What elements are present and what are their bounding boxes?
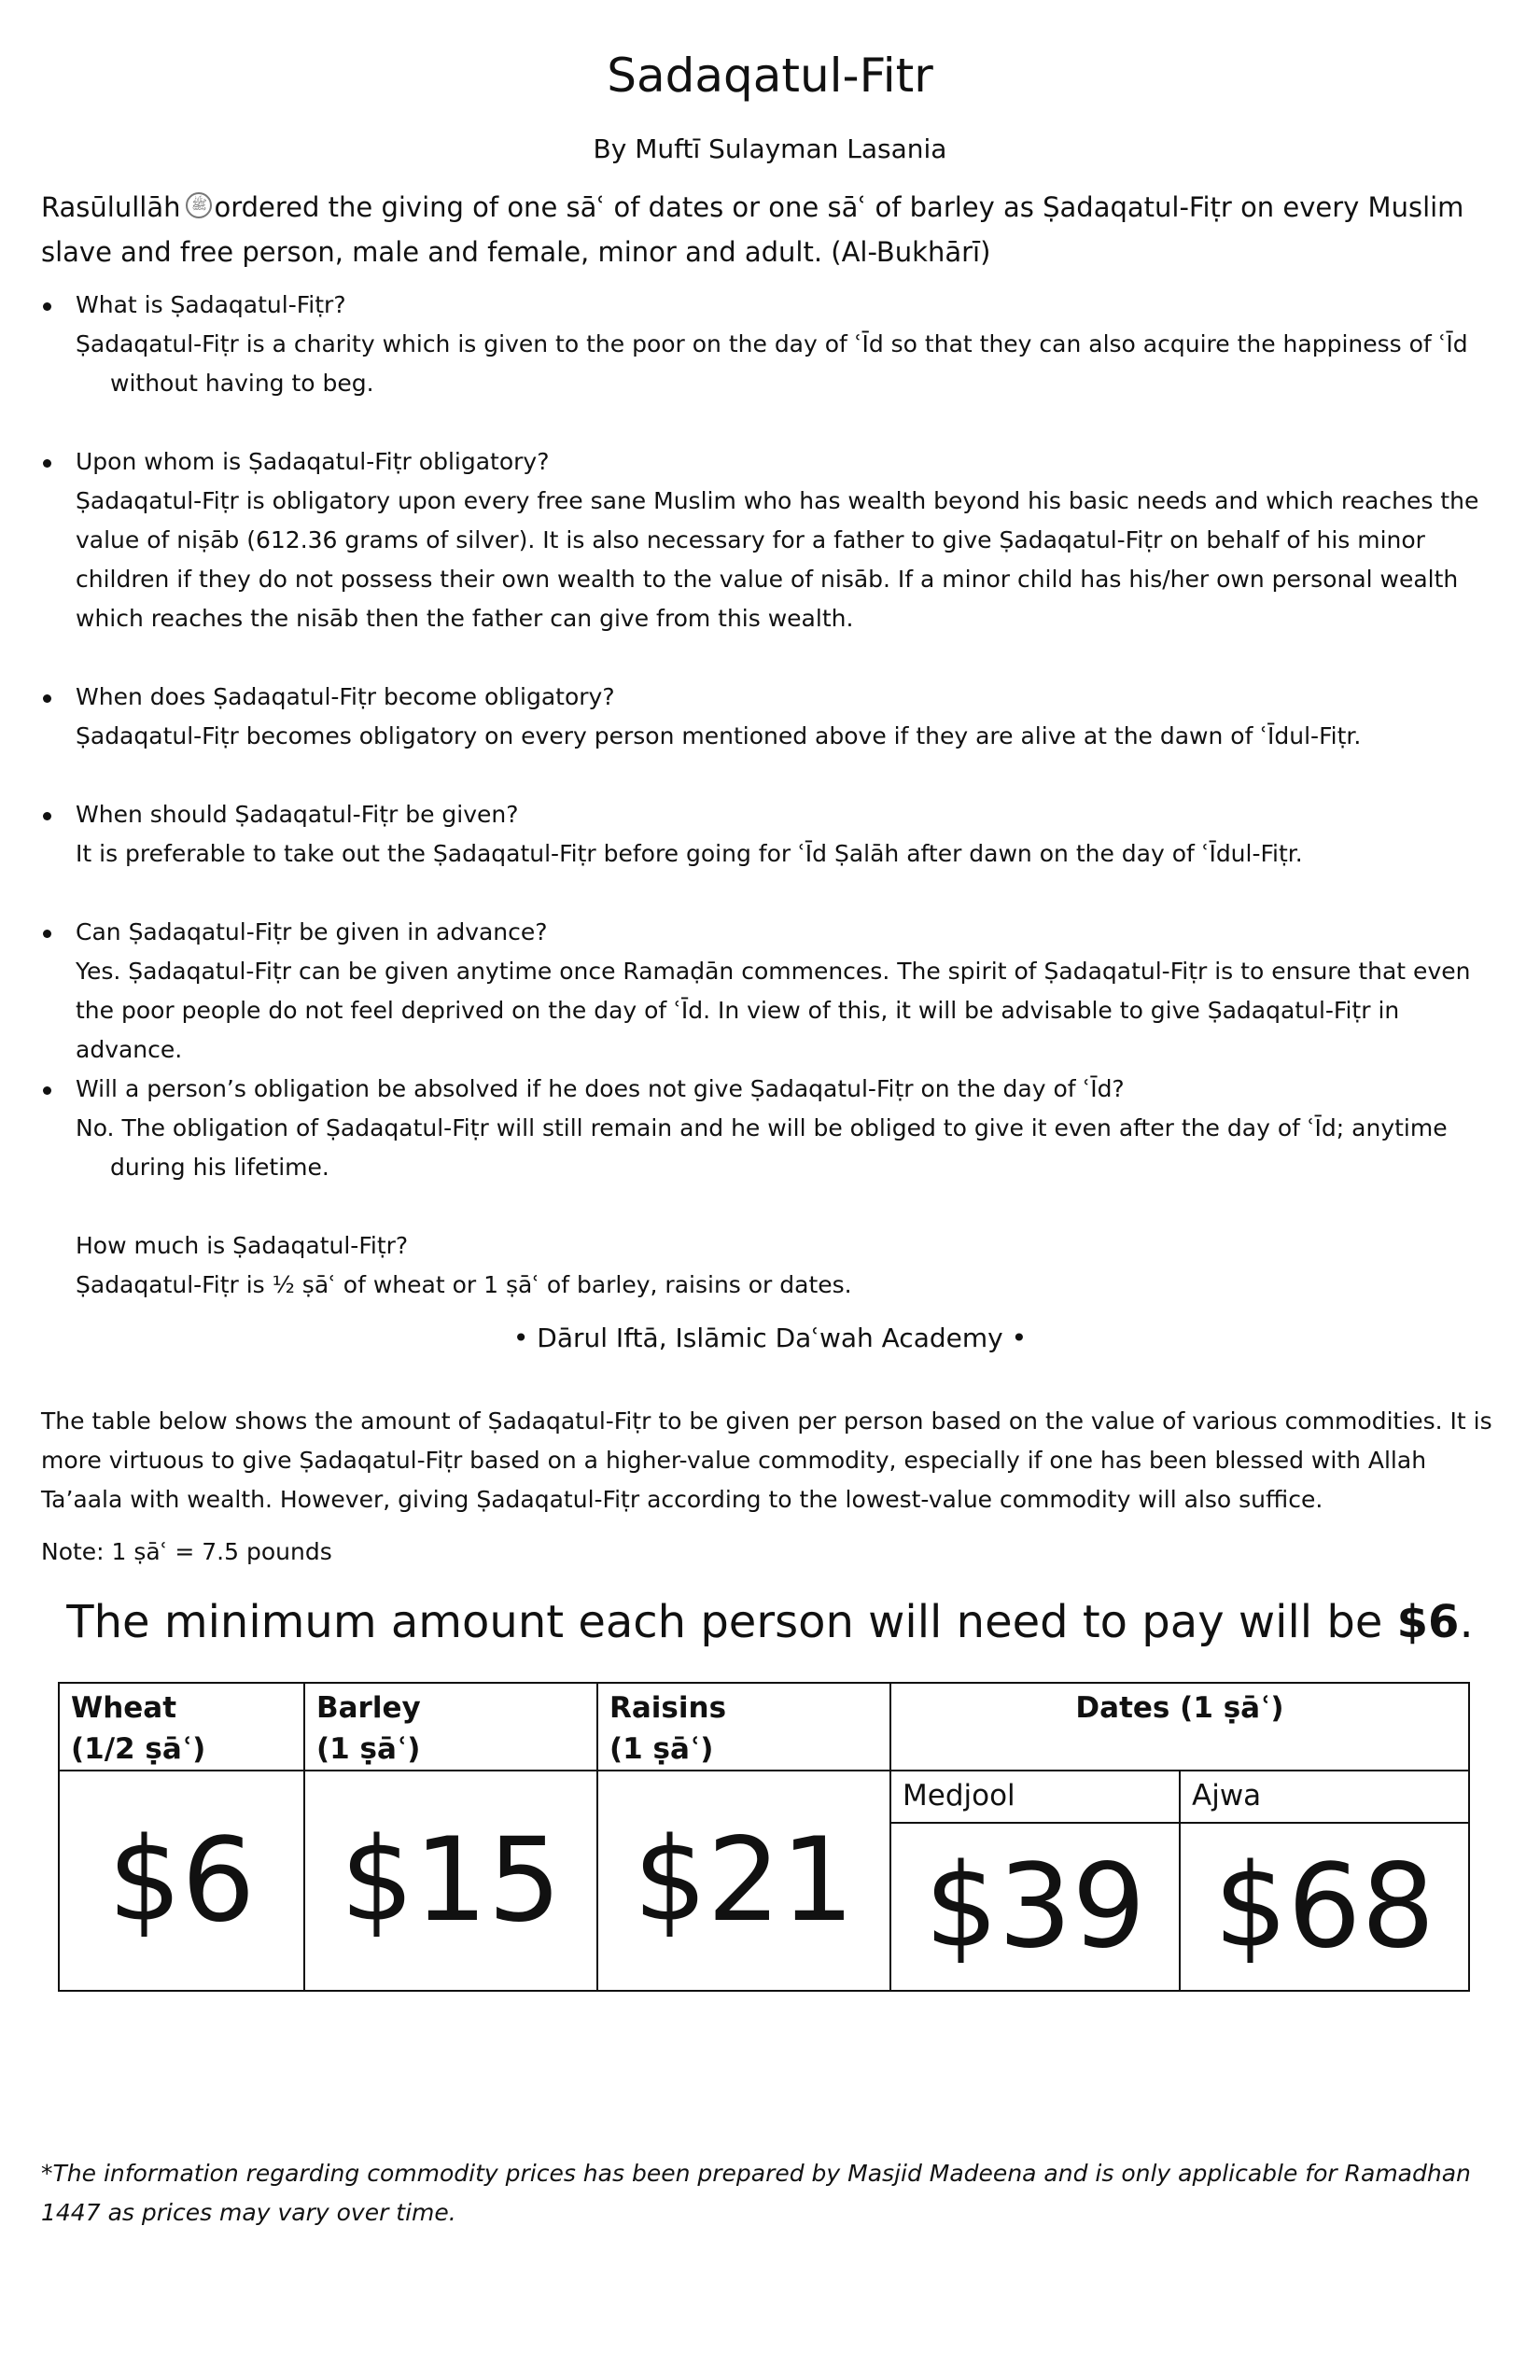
qa-item <box>41 678 1506 756</box>
qa-answer: Ṣadaqatul-Fiṭr is a charity which is given to the poor on the day of ʿĪd so that they can also acquire the happiness of ʿĪd without having to beg. <box>76 330 1468 397</box>
qa-answer: Ṣadaqatul-Fiṭr is ½ ṣāʿ of wheat or 1 ṣāʿ of barley, raisins or dates. <box>76 1271 852 1298</box>
table-intro-paragraph: The table below shows the amount of Ṣadaqatul-Fiṭr to be given per person based on the value of various commodities. It is more virtuous to give Ṣadaqatul-Fiṭr based on a higher-value commodity, especially if one has been blessed with Allah Ta’aala with wealth. However, giving Ṣadaqatul-Fiṭr according to the lowest-value commodity will also suffice. <box>41 1407 1492 1513</box>
price-footnote: *The information regarding commodity prices has been prepared by Masjid Madeena and is only applicable for Ramadhan 1447 as prices may vary over time. <box>41 2160 1471 2226</box>
qa-item <box>41 1226 1506 1305</box>
medjool-label: Medjool <box>890 1771 1180 1823</box>
page-title: Sadaqatul-Fitr <box>607 49 933 103</box>
wheat-header <box>59 1683 304 1771</box>
qa-question: How much is Ṣadaqatul-Fiṭr? <box>76 1232 409 1259</box>
measure-note: Note: 1 ṣāʿ = 7.5 pounds <box>41 1538 332 1565</box>
hadith-text-rest: ordered the giving of one sāʿ of dates or one sāʿ of barley as Ṣadaqatul-Fiṭr on every Muslim slave and free person, male and female, minor and adult. (Al-Bukhārī) <box>41 191 1464 268</box>
raisins-price: $21 <box>597 1771 890 1991</box>
wheat-measure: (1/2 ṣāʿ) <box>71 1732 206 1766</box>
wheat-label: Wheat <box>71 1691 177 1725</box>
medjool-price: $39 <box>890 1823 1180 1991</box>
raisins-header <box>597 1683 890 1771</box>
qa-answer: No. The obligation of Ṣadaqatul-Fiṭr will still remain and he will be obliged to give it even after the day of ʿĪd; anytime during his lifetime. <box>76 1114 1448 1181</box>
qa-answer: It is preferable to take out the Ṣadaqatul-Fiṭr before going for ʿĪd Ṣalāh after dawn on the day of ʿĪdul-Fiṭr. <box>76 840 1303 867</box>
hadith-paragraph <box>41 185 1502 274</box>
qa-question: When should Ṣadaqatul-Fiṭr be given? <box>76 801 519 828</box>
qa-answer: Ṣadaqatul-Fiṭr is obligatory upon every free sane Muslim who has wealth beyond his basic needs and which reaches the value of niṣāb (612.36 grams of silver). It is also necessary for a father to give Ṣadaqatul-Fiṭr on behalf of his minor children if they do not possess their own wealth to the value of nisāb. If a minor child has his/her own personal wealth which reaches the nisāb then the father can give from this wealth. <box>76 487 1479 632</box>
raisins-label: Raisins <box>609 1691 727 1725</box>
qa-answer: Ṣadaqatul-Fiṭr becomes obligatory on every person mentioned above if they are alive at the dawn of ʿĪdul-Fiṭr. <box>76 722 1362 749</box>
qa-item <box>41 913 1506 1070</box>
ajwa-label: Ajwa <box>1180 1771 1469 1823</box>
price-table <box>58 1682 1470 1992</box>
barley-header <box>304 1683 597 1771</box>
barley-price: $15 <box>304 1771 597 1991</box>
qa-answer: Yes. Ṣadaqatul-Fiṭr can be given anytime once Ramaḍān commences. The spirit of Ṣadaqatul-Fiṭr is to ensure that even the poor people do not feel deprived on the day of ʿĪd. In view of this, it will be advisable to give Ṣadaqatul-Fiṭr in advance. <box>76 958 1471 1063</box>
author-byline: By Muftī Sulayman Lasania <box>593 133 947 164</box>
hadith-text-start: Rasūlullāh <box>41 191 181 223</box>
source-attribution: • Dārul Iftā, Islāmic Daʿwah Academy • <box>512 1323 1028 1353</box>
qa-question: Upon whom is Ṣadaqatul-Fiṭr obligatory? <box>76 448 550 475</box>
minimum-period: . <box>1459 1596 1474 1648</box>
price-table-subheader-row <box>59 1771 1469 1823</box>
minimum-amount: $6 <box>1396 1596 1460 1648</box>
qa-question: Will a person’s obligation be absolved if he does not give Ṣadaqatul-Fiṭr on the day of ʿĪd? <box>76 1075 1125 1102</box>
qa-question: Can Ṣadaqatul-Fiṭr be given in advance? <box>76 918 548 945</box>
qa-item <box>41 1070 1506 1187</box>
wheat-price: $6 <box>59 1771 304 1991</box>
barley-label: Barley <box>316 1691 421 1725</box>
qa-question: What is Ṣadaqatul-Fiṭr? <box>76 291 346 318</box>
qa-item <box>41 286 1506 403</box>
qa-item <box>41 795 1506 874</box>
salutation-seal-icon: ﷺ <box>186 192 212 218</box>
minimum-amount-heading <box>0 1589 1540 1656</box>
ajwa-price: $68 <box>1180 1823 1469 1991</box>
price-table-header-row <box>59 1683 1469 1771</box>
qa-item <box>41 442 1506 638</box>
barley-measure: (1 ṣāʿ) <box>316 1732 421 1766</box>
raisins-measure: (1 ṣāʿ) <box>609 1732 714 1766</box>
dates-header: Dates (1 ṣāʿ) <box>890 1683 1469 1771</box>
qa-question: When does Ṣadaqatul-Fiṭr become obligatory? <box>76 683 615 710</box>
minimum-text: The minimum amount each person will need to pay will be <box>66 1596 1397 1648</box>
